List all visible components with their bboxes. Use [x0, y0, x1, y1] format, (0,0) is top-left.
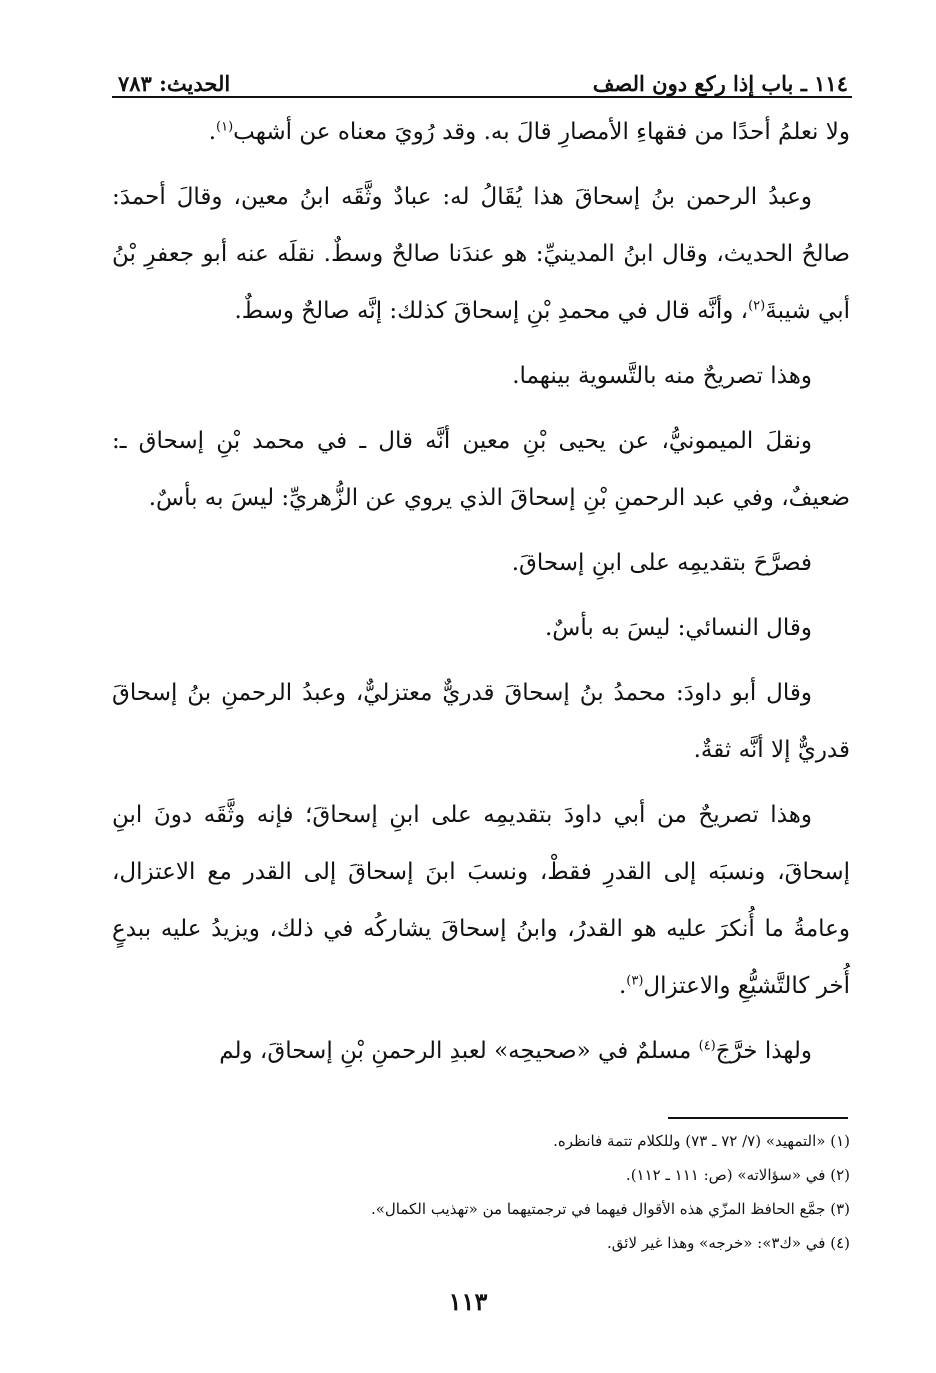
- paragraph-4: ونقلَ الميمونيُّ، عن يحيى بْنِ معين أنَّه قال ـ في محمد بْنِ إسحاق ـ: ضعيفٌ، وفي عبد الرحمنِ بْنِ إسحاقَ الذي يروي عن الزُّهريِّ: ليسَ به بأسٌ.: [112, 428, 850, 511]
- paragraph-1: ولا نعلمُ أحدًا من فقهاءِ الأمصارِ قالَ به. وقد رُويَ معناه عن أشهب$^{(١)}$.: [208, 119, 850, 145]
- paragraph-8: وهذا تصريحٌ من أبي داودَ بتقديمِه على ابنِ إسحاقَ؛ فإنه وثَّقَه دونَ ابنِ إسحاقَ، ونسبَه إلى القدرِ فقطْ، ونسبَ ابنَ إسحاقَ إلى القدر مع الاعتزال، وعامةُ ما أُنكرَ عليه هو القدرُ، وابنُ إسحاقَ يشاركُه في ذلك، ويزيدُ عليه ببدعٍ أُخر كالتَّشيُّعِ والاعتزال$^{(٣)}$.: [112, 802, 850, 999]
- footnote-3: (٣) جمَّع الحافظ المزّي هذه الأقوال فيهما في ترجمتيهما من «تهذيب الكمال».: [370, 1200, 850, 1218]
- paragraph-6: وقال النسائي: ليسَ به بأسٌ.: [544, 615, 812, 641]
- running-header: [118, 56, 848, 94]
- footnotes: [112, 1124, 850, 1260]
- page-number: ١١٣: [448, 1287, 488, 1316]
- hadith-number: الحديث: ٧٨٣: [118, 71, 231, 96]
- main-text: [112, 104, 850, 1088]
- paragraph-2: وعبدُ الرحمن بنُ إسحاقَ هذا يُقَالُ له: عبادٌ وثَّقَه ابنُ معين، وقالَ أحمدَ: صالحُ الحديث، وقال ابنُ المدينيِّ: هو عندَنا صالحٌ وسطٌ. نقلَه عنه أبو جعفرِ بْنُ أبي شيبةَ$^{(٢)}$، وأنَّه قال في محمدِ بْنِ إسحاقَ كذلك: إنَّه صالحٌ وسطٌ.: [112, 184, 850, 324]
- footnote-4: (٤) في «ك٣»: «خرجه» وهذا غير لائق.: [607, 1234, 850, 1252]
- paragraph-9: ولهذا خرَّجَ$^{(٤)}$ مسلمٌ في «صحيحِه» لعبدِ الرحمنِ بْنِ إسحاقَ، ولم: [219, 1038, 812, 1064]
- footnote-ref-2: (٢): [748, 298, 766, 314]
- paragraph-5: فصرَّحَ بتقديمِه على ابنِ إسحاقَ.: [511, 550, 812, 576]
- footnote-2: (٢) في «سؤالاته» (ص: ١١١ ـ ١١٢).: [625, 1166, 850, 1184]
- footnote-ref-4: (٤): [698, 1038, 716, 1054]
- footnote-1: (١) «التمهيد» (٧/ ٧٢ ـ ٧٣) وللكلام تتمة فانظره.: [553, 1132, 850, 1150]
- footnote-rule: [668, 1117, 848, 1119]
- header-rule: [112, 96, 852, 98]
- paragraph-7: وقال أبو داودَ: محمدُ بنُ إسحاقَ قدريٌّ معتزليٌّ، وعبدُ الرحمنِ بنُ إسحاقَ قدريٌّ إلا أنَّه ثقةٌ.: [112, 680, 850, 763]
- footnote-ref-3: (٣): [626, 973, 644, 989]
- chapter-title: ١١٤ ـ باب إذا ركع دون الصف: [592, 71, 848, 96]
- footnote-ref-1: (١): [216, 119, 234, 135]
- paragraph-3: وهذا تصريحٌ منه بالتَّسوية بينهما.: [512, 363, 812, 389]
